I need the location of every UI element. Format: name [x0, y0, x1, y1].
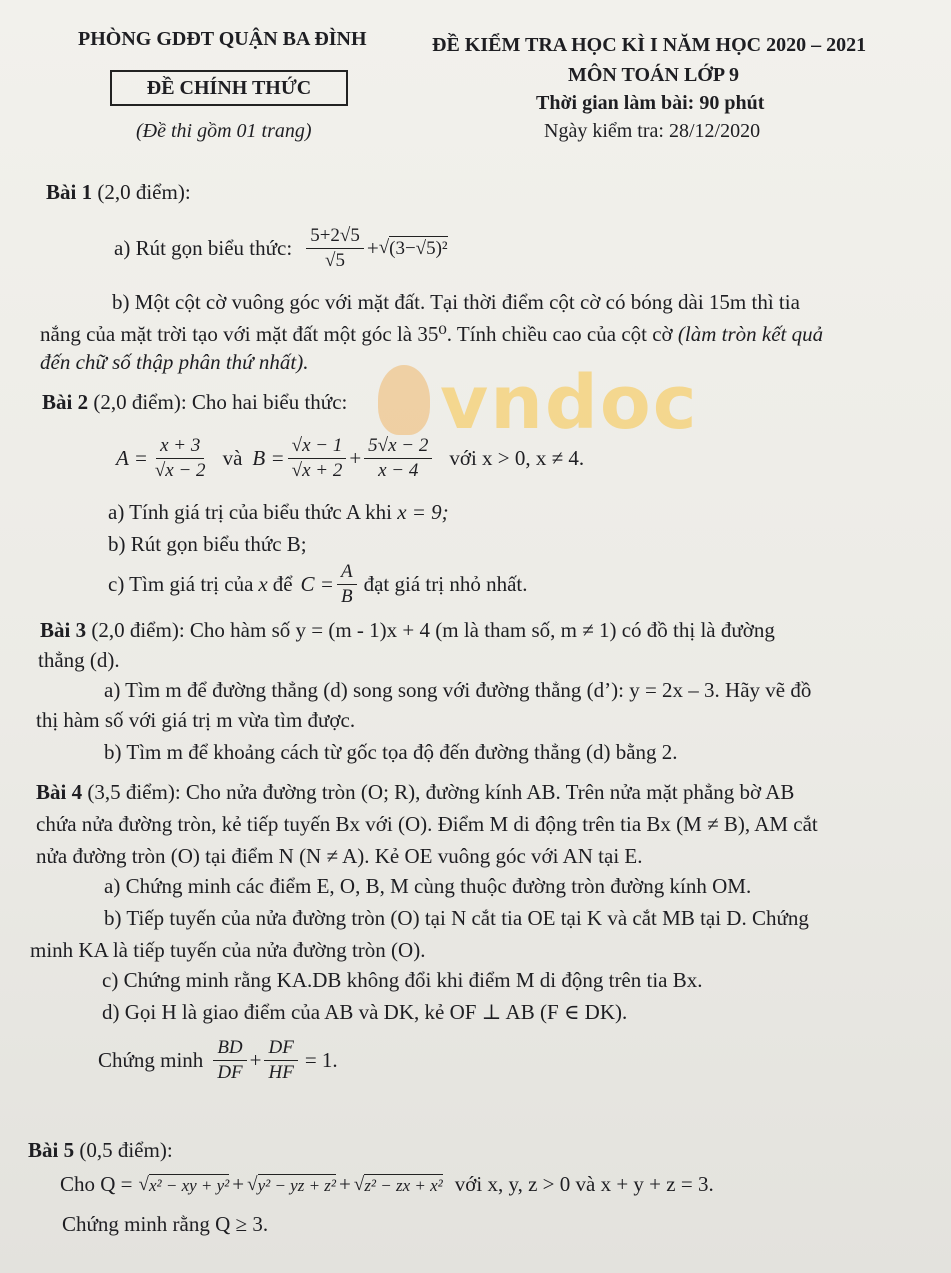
- bai2-part-a: [108, 500, 449, 525]
- bai1-points: (2,0 điểm):: [97, 180, 191, 204]
- bai4-part-b-line2: minh KA là tiếp tuyến của nửa đường tròn (O).: [30, 938, 426, 962]
- official-exam-box: [110, 70, 348, 106]
- bai2-B-fraction1: [288, 436, 347, 481]
- bai4-e-pre: Chứng minh: [98, 1047, 204, 1072]
- exam-title: ĐỀ KIỂM TRA HỌC KÌ I NĂM HỌC 2020 – 2021: [432, 34, 867, 56]
- official-exam-label: ĐỀ CHÍNH THỨC: [146, 76, 312, 99]
- bai4-e-post: = 1.: [304, 1047, 338, 1072]
- bai2-c-x: x: [258, 571, 268, 596]
- bai5-sqrt1: x² − xy + y²: [148, 1175, 230, 1195]
- bai1-a-label: a) Rút gọn biểu thức:: [114, 235, 293, 260]
- bai2-B1-denominator: √x + 2: [291, 459, 343, 481]
- bai4-e-fraction2: [264, 1038, 297, 1083]
- bai4-e1-denominator: DF: [217, 1061, 243, 1083]
- bai5-q-pre: Cho Q =: [60, 1172, 133, 1196]
- bai2-c-fraction: [337, 562, 357, 607]
- bai2-c-post: đạt giá trị nhỏ nhất.: [363, 571, 528, 596]
- bai2-A-denominator: √x − 2: [154, 459, 206, 481]
- bai4-title: Bài 4: [36, 780, 83, 804]
- bai2-c-numerator: A: [337, 562, 357, 585]
- bai4-part-d: d) Gọi H là giao điểm của AB và DK, kẻ OF ⊥ AB (F ∈ DK).: [102, 1000, 628, 1024]
- bai5-condition: với x, y, z > 0 và x + y + z = 3.: [454, 1172, 714, 1196]
- watermark-logo-icon: [378, 365, 430, 435]
- bai4-line2: chứa nửa đường tròn, kẻ tiếp tuyến Bx với (O). Điểm M di động trên tia Bx (M ≠ B), AM cắt: [36, 812, 818, 836]
- bai5-sqrt2: y² − yz + z²: [257, 1175, 337, 1195]
- bai5-plus2: +: [339, 1172, 351, 1196]
- bai3-line1-text: (2,0 điểm): Cho hàm số y = (m - 1)x + 4 (m là tham số, m ≠ 1) có đồ thị là đường: [91, 618, 775, 642]
- watermark-text: vndoc: [440, 360, 699, 446]
- bai4-e1-numerator: BD: [213, 1038, 246, 1061]
- bai1-part-a: a) Rút gọn biểu thức: $\frac{5+2√5}{√5}$ + √ (3−√5)²: [114, 225, 448, 271]
- bai4-line3: nửa đường tròn (O) tại điểm N (N ≠ A). Kẻ OE vuông góc với AN tại E.: [36, 844, 643, 868]
- bai2-part-c: [108, 562, 527, 607]
- bai2-B1-numerator: √x − 1: [288, 436, 347, 459]
- bai2-A-fraction: [151, 436, 210, 481]
- bai3-title: Bài 3: [40, 618, 87, 642]
- subject-title: MÔN TOÁN LỚP 9: [568, 64, 739, 86]
- bai2-c-lhs: C =: [300, 571, 334, 596]
- bai5-heading: [28, 1138, 173, 1163]
- bai4-e2-denominator: HF: [268, 1061, 294, 1083]
- bai1-a-fraction: [306, 226, 364, 271]
- bai3-line2: thẳng (d).: [38, 648, 120, 672]
- bai2-part-b: b) Rút gọn biểu thức B;: [108, 532, 307, 556]
- bai2-and: và: [222, 445, 243, 470]
- bai1-b-line3: đến chữ số thập phân thứ nhất).: [40, 350, 309, 374]
- bai5-points: (0,5 điểm):: [79, 1138, 173, 1162]
- bai2-condition: với x > 0, x ≠ 4.: [449, 445, 585, 470]
- bai3-a-line1: a) Tìm m để đường thẳng (d) song song với đường thẳng (d’): y = 2x – 3. Hãy vẽ đồ: [104, 678, 812, 702]
- bai5-sqrt3: z² − zx + x²: [364, 1175, 443, 1195]
- bai1-a-radicand: (3−√5)²: [389, 238, 448, 260]
- bai2-c-pre: c) Tìm giá trị của: [108, 571, 254, 596]
- bai3-b: b) Tìm m để khoảng cách từ gốc tọa độ đến đường thẳng (d) bằng 2.: [104, 740, 678, 764]
- exam-date: Ngày kiểm tra: 28/12/2020: [544, 120, 761, 142]
- bai1-a-plus: +: [366, 235, 379, 260]
- bai4-part-e: [98, 1038, 338, 1083]
- bai1-b-line1: b) Một cột cờ vuông góc với mặt đất. Tại thời điểm cột cờ có bóng dài 15m thì tia: [112, 290, 800, 314]
- bai1-heading: [46, 180, 191, 205]
- bai4-e-fraction1: [213, 1038, 246, 1083]
- bai2-c-denominator: B: [340, 585, 353, 607]
- bai4-part-a: a) Chứng minh các điểm E, O, B, M cùng thuộc đường tròn đường kính OM.: [104, 874, 752, 898]
- bai2-B-fraction2: [364, 436, 432, 481]
- school-office-title: PHÒNG GDĐT QUẬN BA ĐÌNH: [78, 28, 367, 50]
- bai2-intro: (2,0 điểm): Cho hai biểu thức:: [93, 390, 348, 414]
- bai2-A-numerator: x + 3: [156, 436, 204, 459]
- bai5-line2: Chứng minh rằng Q ≥ 3.: [62, 1212, 269, 1236]
- bai2-title: Bài 2: [42, 390, 89, 414]
- bai4-e2-numerator: DF: [264, 1038, 297, 1061]
- bai1-a-numerator: 5+2√5: [306, 226, 364, 249]
- bai2-a-value: x = 9;: [397, 500, 449, 524]
- bai2-expressions: [116, 436, 584, 481]
- bai1-b-line2-italic: (làm tròn kết quả: [677, 322, 824, 346]
- bai1-title: Bài 1: [46, 180, 93, 204]
- bai4-part-b-line1: b) Tiếp tuyến của nửa đường tròn (O) tại N cắt tia OE tại K và cắt MB tại D. Chứng: [104, 906, 809, 930]
- bai2-plus: +: [349, 445, 362, 470]
- bai1-a-denominator: √5: [325, 249, 345, 271]
- bai2-a-text: a) Tính giá trị của biểu thức A khi: [108, 500, 392, 524]
- bai4-line1: [36, 780, 794, 805]
- bai4-line1-text: (3,5 điểm): Cho nửa đường tròn (O; R), đường kính AB. Trên nửa mặt phẳng bờ AB: [87, 780, 795, 804]
- bai5-plus1: +: [232, 1172, 245, 1196]
- bai4-e-plus: +: [249, 1047, 262, 1072]
- pages-note: (Đề thi gồm 01 trang): [136, 120, 312, 142]
- bai2-B-lhs: B =: [252, 445, 285, 470]
- bai4-part-c: c) Chứng minh rằng KA.DB không đổi khi điểm M di động trên tia Bx.: [102, 968, 703, 992]
- bai2-B2-denominator: x − 4: [378, 459, 419, 481]
- duration-text: Thời gian làm bài: 90 phút: [536, 92, 765, 114]
- bai5-expression: Cho Q = √ x² − xy + y² + √ y² − yz + z² + √ z² − zx + x² với x, y, z > 0 và x + y + z = 3.: [60, 1172, 714, 1196]
- bai2-A-lhs: A =: [116, 445, 148, 470]
- bai2-B2-numerator: 5√x − 2: [364, 436, 432, 459]
- bai2-c-mid: để: [272, 571, 293, 596]
- bai1-b-line2: [40, 322, 823, 347]
- bai3-line1: [40, 618, 775, 643]
- bai1-b-line2-text: nắng của mặt trời tạo với mặt đất một góc là 35⁰. Tính chiều cao của cột cờ: [40, 322, 673, 346]
- bai3-a-line2: thị hàm số với giá trị m vừa tìm được.: [36, 708, 356, 732]
- bai2-heading: [42, 390, 347, 415]
- bai5-title: Bài 5: [28, 1138, 75, 1162]
